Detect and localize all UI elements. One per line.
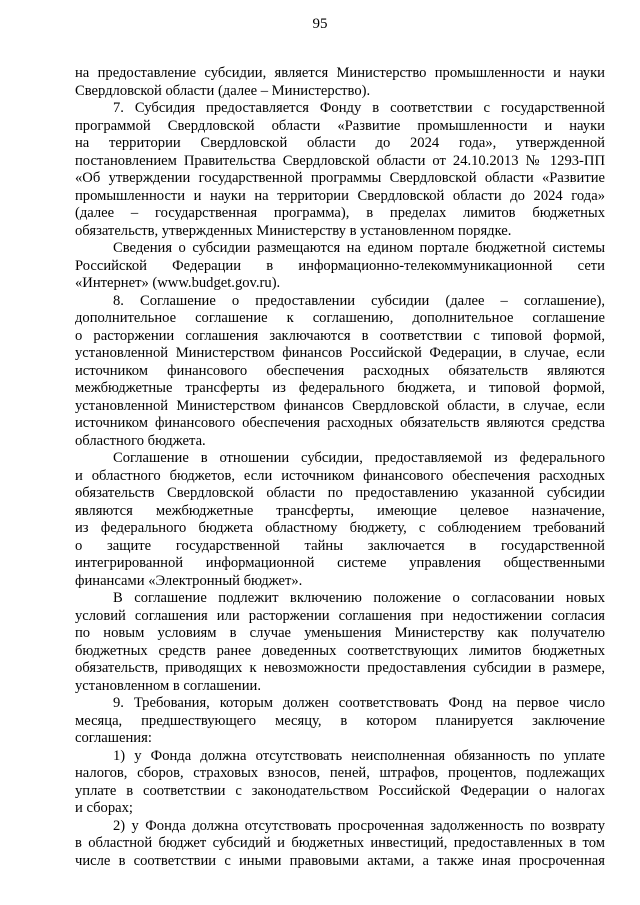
text-line: о защите государственной тайны заключается в государственной	[75, 537, 605, 554]
paragraph	[75, 65, 605, 100]
text-line: и областного бюджетов, если источником финансового обеспечения расходных	[75, 467, 605, 484]
text-line: 2) у Фонда должна отсутствовать просроченная задолженность по возврату	[113, 817, 605, 834]
text-line: областного бюджета.	[75, 432, 206, 449]
text-line: 8. Соглашение о предоставлении субсидии (далее – соглашение),	[113, 292, 605, 309]
page-number: 95	[312, 16, 328, 32]
text-line: финансами «Электронный бюджет».	[75, 572, 303, 589]
text-line: на территории Свердловской области до 2024 года», утвержденной	[75, 135, 605, 151]
text-line: 1) у Фонда должна отсутствовать неисполненная обязанность по уплате	[113, 747, 605, 764]
paragraph	[75, 818, 605, 871]
paragraph	[75, 100, 605, 240]
text-line: Российской Федерации в информационно-телекоммуникационной сети	[75, 257, 605, 274]
text-line: Свердловской области (далее – Министерство).	[75, 82, 371, 99]
text-line: источником финансового обеспечения расходных обязательств являются	[75, 362, 605, 379]
text-line: уплате в соответствии с законодательством Российской Федерации о налогах	[75, 782, 605, 799]
text-line: «Об утверждении государственной программы Свердловской области «Развитие	[75, 170, 605, 186]
text-line: интегрированной информационной системе управления общественными	[75, 555, 605, 571]
text-line: обязательств Свердловской области по предоставлению указанной субсидии	[75, 485, 605, 501]
paragraph	[75, 695, 605, 748]
text-line: бюджетных средств ранее доведенных соответствующих лимитов бюджетных	[75, 642, 605, 659]
text-line: на предоставление субсидии, является Министерство промышленности и науки	[75, 65, 605, 81]
document-body	[75, 65, 605, 870]
paragraph	[75, 590, 605, 695]
text-line: 7. Субсидия предоставляется Фонду в соответствии с государственной	[113, 100, 605, 116]
text-line: установленной Министерством финансов Российской Федерации, в случае, если	[75, 345, 605, 361]
text-line: программой Свердловской области «Развитие промышленности и науки	[75, 117, 605, 134]
text-line: постановлением Правительства Свердловской области от 24.10.2013 № 1293-ПП	[75, 152, 605, 169]
text-line: Сведения о субсидии размещаются на едином портале бюджетной системы	[113, 240, 605, 256]
text-line: по новым условиям в случае уменьшения Министерству как получателю	[75, 625, 605, 641]
text-line: в областной бюджет субсидий и бюджетных инвестиций, предоставленных в том	[75, 835, 605, 851]
text-line: промышленности и науки на территории Свердловской области до 2024 года»	[75, 187, 605, 204]
text-line: (далее – государственная программа), в пределах лимитов бюджетных	[75, 205, 605, 221]
text-line: обязательств, приводящих к невозможности предоставления субсидии в размере,	[75, 660, 605, 676]
text-line: числе в соответствии с иными правовыми актами, а также иная просроченная	[75, 852, 605, 869]
text-line: В соглашение подлежит включению положение о согласовании новых	[113, 590, 605, 606]
text-line: 9. Требования, которым должен соответствовать Фонд на первое число	[113, 695, 605, 711]
text-line: месяца, предшествующего месяцу, в котором планируется заключение	[75, 712, 605, 729]
text-line: налогов, сборов, страховых взносов, пеней, штрафов, процентов, подлежащих	[75, 765, 605, 781]
text-line: соглашения:	[75, 730, 152, 746]
paragraph	[75, 240, 605, 293]
text-line: установленной Министерством финансов Свердловской области, в случае, если	[75, 397, 605, 414]
paragraph	[75, 748, 605, 818]
text-line: условий соглашения или расторжении соглашения при недостижении согласия	[75, 607, 605, 624]
text-line: межбюджетные трансферты из федерального бюджета, и типовой формой,	[75, 380, 605, 396]
text-line: являются межбюджетные трансферты, имеющие целевое назначение,	[75, 502, 605, 519]
paragraph	[75, 450, 605, 590]
text-line: «Интернет» (www.budget.gov.ru).	[75, 275, 281, 291]
text-line: из федерального бюджета областному бюджету, с соблюдением требований	[75, 520, 605, 536]
paragraph	[75, 293, 605, 451]
text-line: и сборах;	[75, 800, 133, 816]
text-line: обязательств, утвержденных Министерству в установленном порядке.	[75, 222, 512, 239]
text-line: дополнительное соглашение к соглашению, дополнительное соглашение	[75, 310, 605, 326]
text-line: о расторжении соглашения заключаются в соответствии с типовой формой,	[75, 327, 605, 344]
text-line: источником финансового обеспечения расходных обязательств являются средства	[75, 415, 605, 431]
text-line: установленном в соглашении.	[75, 677, 262, 694]
text-line: Соглашение в отношении субсидии, предоставляемой из федерального	[113, 450, 605, 466]
